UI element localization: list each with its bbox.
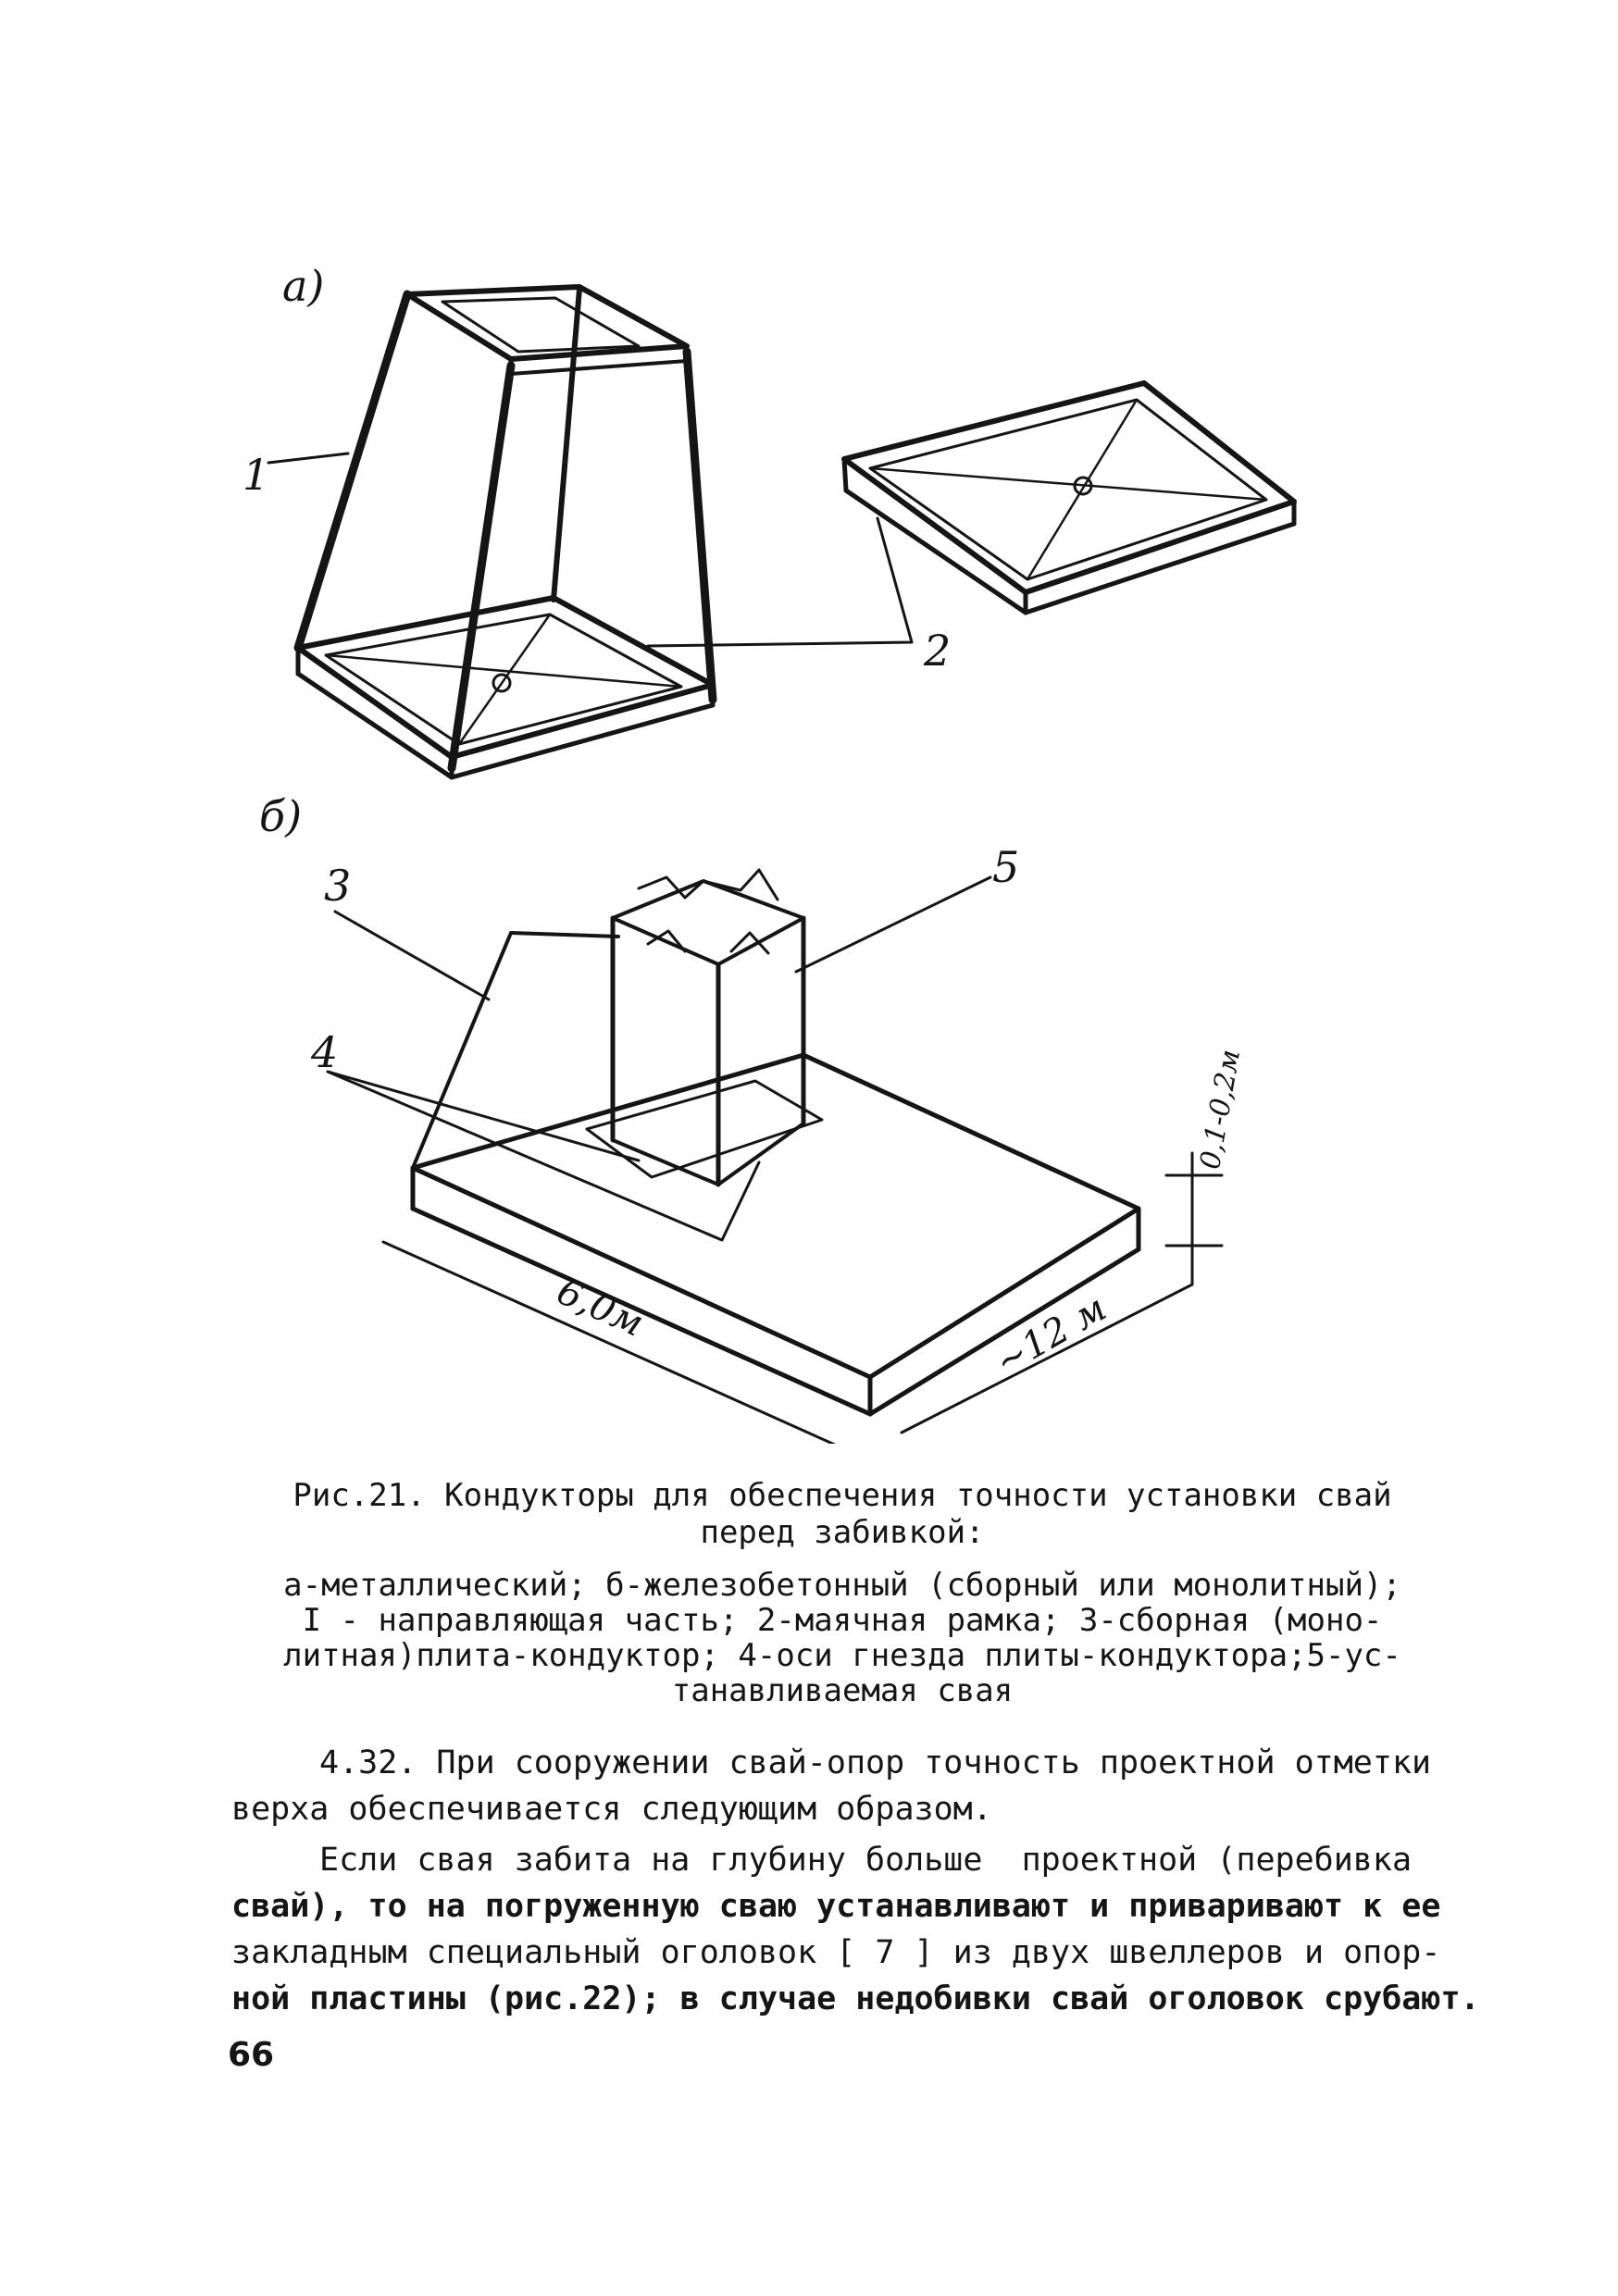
metal-conductor-drawing bbox=[298, 287, 713, 777]
dimension-length-label: 6,0м bbox=[550, 1270, 650, 1346]
label-2: 2 bbox=[924, 626, 952, 676]
body-paragraph-line: свай), то на погруженную сваю устанавливают и приваривают к ее bbox=[231, 1888, 1441, 1925]
figure-caption-title bbox=[278, 1477, 1407, 1551]
body-paragraph-line: Если свая забита на глубину больше проектной (перебивка bbox=[319, 1842, 1413, 1879]
label-a: а) bbox=[282, 261, 325, 311]
body-paragraph-line: 4.32. При сооружении свай-опор точность проектной отметки bbox=[319, 1744, 1432, 1781]
caption-title-line: Рис.21. Кондукторы для обеспечения точности установки свай bbox=[292, 1477, 1392, 1514]
beacon-frame-drawing bbox=[844, 383, 1294, 613]
body-paragraph-line: ной пластины (рис.22); в случае недобивки свай оголовок срубают. bbox=[231, 1980, 1480, 2017]
caption-legend-line: а-металлический; б-железобетонный (сборный или монолитный); bbox=[283, 1567, 1401, 1604]
caption-title-line: перед забивкой: bbox=[700, 1514, 985, 1551]
body-paragraph-line: верха обеспечивается следующим образом. bbox=[231, 1791, 992, 1828]
label-1: 1 bbox=[243, 450, 270, 500]
page-number: 66 bbox=[228, 2036, 275, 2074]
caption-legend-line: танавливаемая свая bbox=[671, 1672, 1014, 1709]
label-5: 5 bbox=[992, 842, 1020, 892]
label-4: 4 bbox=[311, 1027, 339, 1077]
label-b: б) bbox=[259, 791, 303, 841]
body-paragraph-line: закладным специальный оголовок [ 7 ] из двух швеллеров и опор- bbox=[231, 1934, 1441, 1971]
dimension-height-label: 0,1-0,2м bbox=[1194, 1047, 1248, 1173]
dimension-width-label: ~12 м bbox=[988, 1286, 1114, 1384]
caption-legend-line: литная)плита-кондуктор; 4-оси гнезда плиты-кондуктора;5-ус- bbox=[283, 1637, 1401, 1674]
label-3: 3 bbox=[324, 861, 352, 911]
caption-legend-line: I - направляющая часть; 2-маячная рамка; 3-сборная (моно- bbox=[302, 1602, 1383, 1639]
figure-caption-legend bbox=[278, 1568, 1407, 1708]
